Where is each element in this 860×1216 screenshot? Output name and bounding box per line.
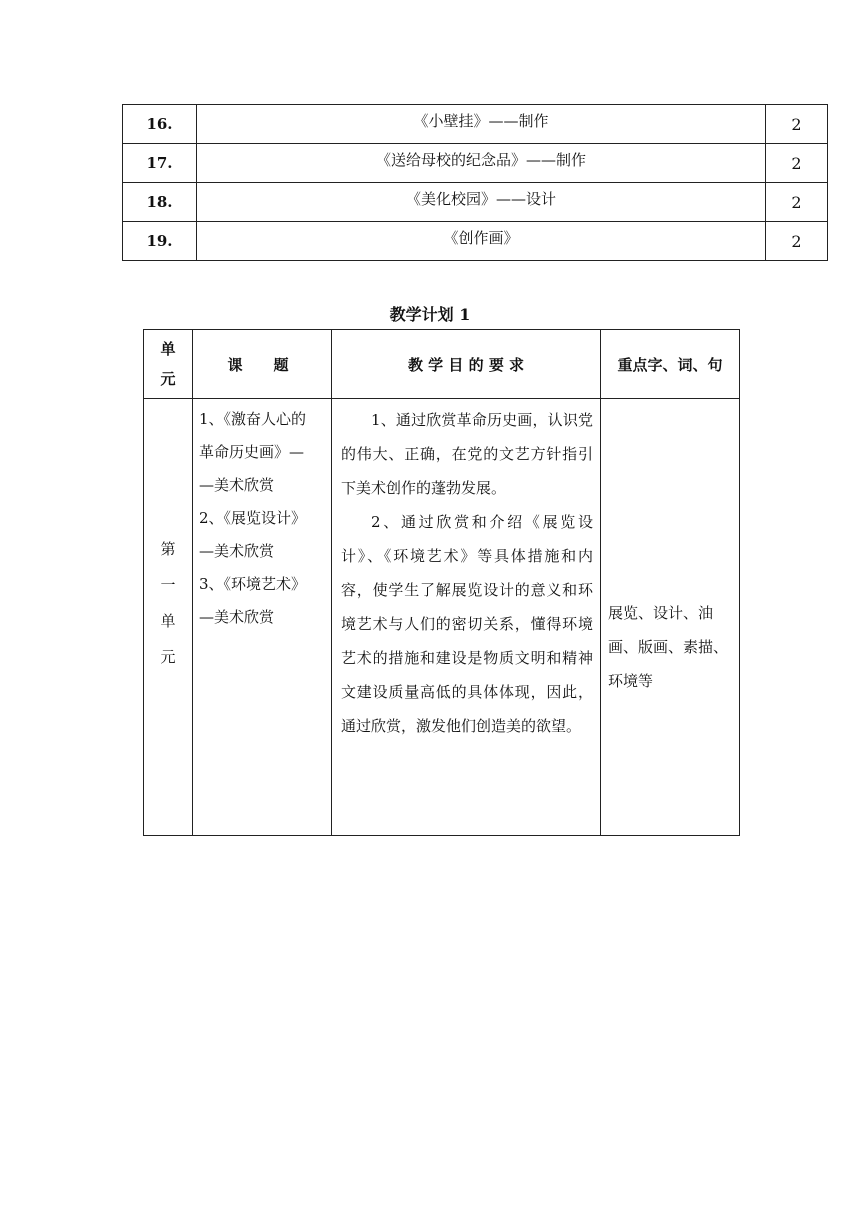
goal-paragraph: 1、通过欣赏革命历史画，认识党的伟大、正确，在党的文艺方针指引下美术创作的蓬勃发展。 bbox=[341, 411, 593, 497]
unit-cell bbox=[144, 399, 193, 836]
lesson-title: 《创作画》 bbox=[443, 228, 519, 247]
lesson-hours: 2 bbox=[766, 105, 828, 144]
header-topic: 课 题 bbox=[193, 330, 332, 399]
header-unit bbox=[144, 330, 193, 399]
header-goal: 教 学 目 的 要 求 bbox=[332, 330, 601, 399]
lesson-hours: 2 bbox=[766, 222, 828, 261]
topic-cell bbox=[193, 399, 332, 836]
topic-line: 2、《展览设计》 bbox=[199, 509, 307, 527]
lesson-hours: 2 bbox=[766, 144, 828, 183]
header-unit-char: 元 bbox=[160, 370, 176, 388]
key-words: 展览、设计、油画、版画、素描、环境等 bbox=[608, 604, 729, 690]
plan-caption: 教学计划 1 bbox=[389, 305, 471, 324]
lesson-number: 18. bbox=[123, 183, 197, 222]
table-row bbox=[144, 399, 740, 836]
header-unit-char: 单 bbox=[160, 340, 176, 358]
header-key: 重点字、词、句 bbox=[601, 330, 740, 399]
lesson-number: 17. bbox=[123, 144, 197, 183]
header-row bbox=[144, 330, 740, 399]
topic-line: 3、《环境艺术》 bbox=[199, 575, 307, 593]
unit-char: 元 bbox=[160, 648, 176, 666]
goal-cell bbox=[332, 399, 601, 836]
topic-line: —美术欣赏 bbox=[199, 476, 275, 494]
lesson-title: 《送给母校的纪念品》——制作 bbox=[375, 150, 586, 169]
lesson-hours: 2 bbox=[766, 183, 828, 222]
unit-char: 单 bbox=[160, 612, 176, 630]
table-row bbox=[123, 144, 828, 183]
lesson-number: 16. bbox=[123, 105, 197, 144]
topic-line: 1、《激奋人心的 bbox=[199, 410, 307, 428]
unit-char: 第 bbox=[160, 540, 176, 558]
table-row bbox=[123, 105, 828, 144]
lesson-number: 19. bbox=[123, 222, 197, 261]
goal-paragraph: 2、通过欣赏和介绍《展览设计》、《环境艺术》等具体措施和内容，使学生了解展览设计的意义和环境艺术与人们的密切关系，懂得环境艺术的措施和建设是物质文明和精神文建设质量高低的具体体现，因此，通过欣赏，激发他们创造美的欲望。 bbox=[341, 513, 593, 735]
unit-char: 一 bbox=[160, 576, 176, 594]
table-row bbox=[123, 183, 828, 222]
topic-line: —美术欣赏 bbox=[199, 542, 275, 560]
table-row bbox=[123, 222, 828, 261]
topic-line: —美术欣赏 bbox=[199, 608, 275, 626]
schedule-table bbox=[122, 104, 828, 261]
lesson-title: 《美化校园》——设计 bbox=[405, 189, 556, 208]
topic-line: 革命历史画》— bbox=[199, 443, 305, 461]
teaching-plan-table bbox=[143, 329, 740, 836]
lesson-title: 《小壁挂》——制作 bbox=[413, 111, 549, 130]
key-cell bbox=[601, 399, 740, 836]
